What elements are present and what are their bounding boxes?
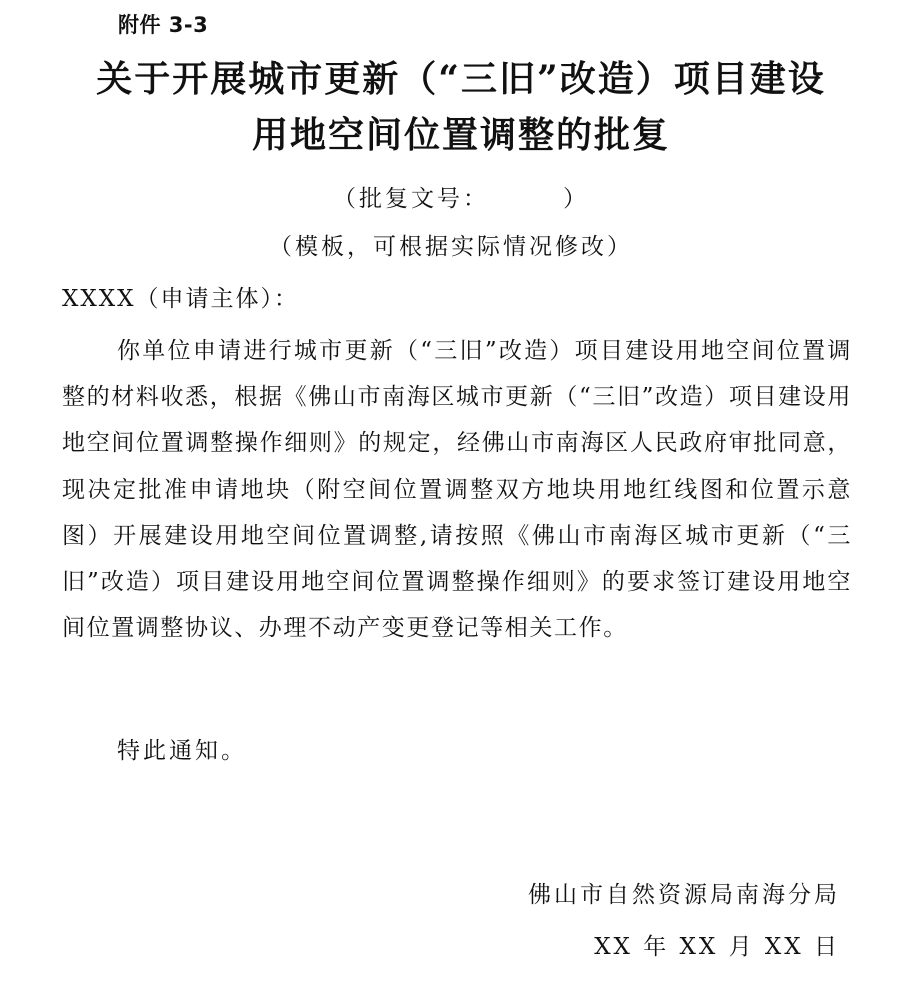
salutation: XXXX（申请主体）： xyxy=(62,286,299,312)
approval-number-close: ） xyxy=(563,186,589,212)
signature-date: XX 年 XX 月 XX 日 xyxy=(594,934,840,960)
attachment-label: 附件 3-3 xyxy=(118,13,209,37)
signature-organization: 佛山市自然资源局南海分局 xyxy=(528,882,840,908)
document-title-line-2: 用地空间位置调整的批复 xyxy=(251,114,670,156)
approval-number-label: （批复文号： xyxy=(333,186,489,212)
body-paragraph: 你单位申请进行城市更新（“三旧”改造）项目建设用地空间位置调整的材料收悉，根据《佛山市南海区城市更新（“三旧”改造）项目建设用地空间位置调整操作细则》的规定，经佛山市南海区人民政府审批同意，现决定批准申请地块（附空间位置调整双方地块用地红线图和位置示意图）开展建设用地空间位置调整,请按照《佛山市南海区城市更新（“三旧”改造）项目建设用地空间位置调整操作细则》的要求签订建设用地空间位置调整协议、办理不动产变更登记等相关工作。 xyxy=(62,338,852,642)
approval-number-line xyxy=(0,182,922,216)
document-title-line-1: 关于开展城市更新（“三旧”改造）项目建设 xyxy=(96,58,826,100)
closing-line: 特此通知。 xyxy=(117,738,247,764)
template-note: （模板，可根据实际情况修改） xyxy=(269,234,633,260)
